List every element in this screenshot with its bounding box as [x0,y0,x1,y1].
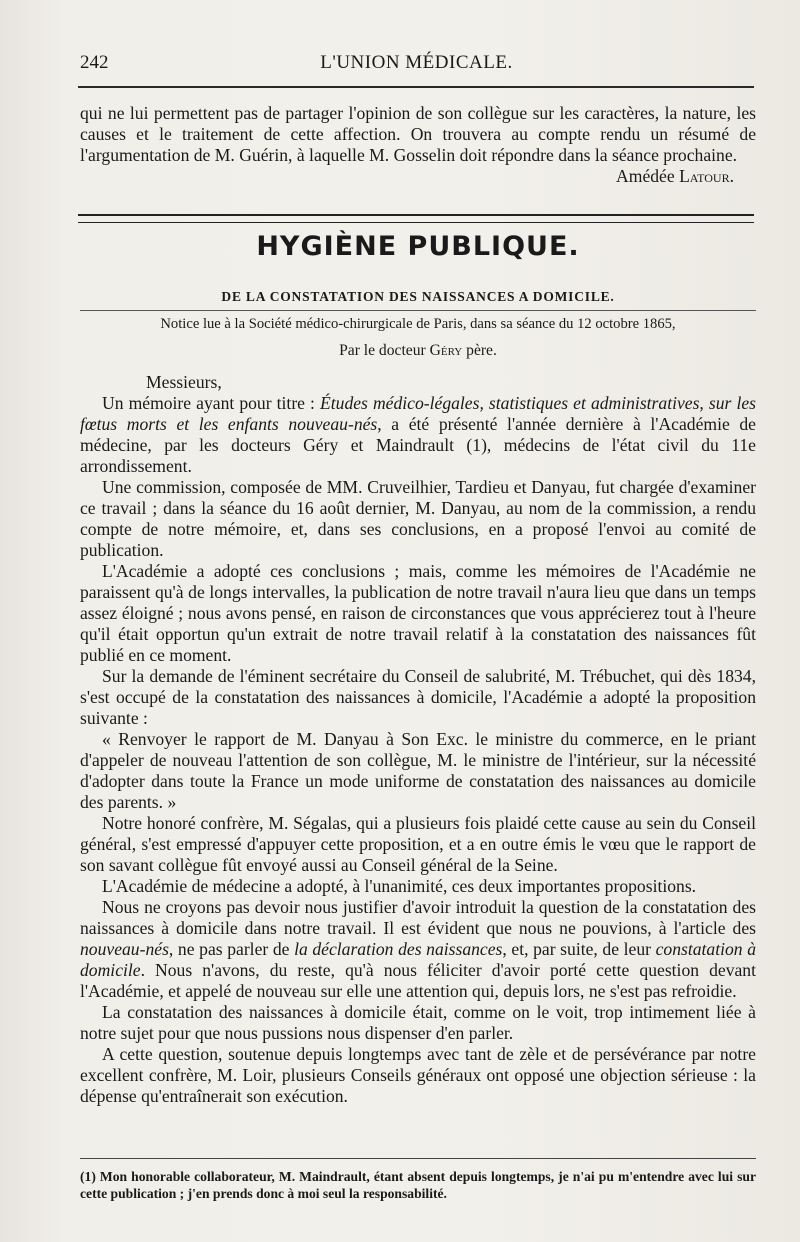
signature: Amédée Latour. [616,166,734,186]
article-author: Par le docteur Géry père. [339,342,497,359]
section-separator [78,214,754,223]
subtitle-rule [80,310,756,311]
page-number: 242 [80,52,109,73]
salutation: Messieurs, [146,372,222,392]
body-paragraph-3: L'Académie a adopté ces conclusions ; mais, comme les mémoires de l'Académie ne paraissent qu'à de longs intervalles, la publication de notre travail n'aura lieu que dans un temps assez éloigné ; nous avons pensé, en raison de circonstances que vous apprécierez tout à l'heure qu'il était opportun qu'un extrait de notre travail relatif à la constatation des naissances fût publié en ce moment. [80,561,756,665]
intro-paragraph-block [80,103,756,187]
footnote-text: (1) Mon honorable collaborateur, M. Maindrault, étant absent depuis longtemps, je n'ai pu m'entendre avec lui sur cette publication ; j'en prends donc à moi seul la responsabilité. [80,1169,756,1201]
article-subtitle: DE LA CONSTATATION DES NAISSANCES A DOMICILE. [221,289,615,304]
article-body [80,393,756,1107]
intro-paragraph: qui ne lui permettent pas de partager l'opinion de son collègue sur les caractères, la nature, les causes et le traitement de cette affection. On trouvera au compte rendu un résumé de l'argumentation de M. Guérin, à laquelle M. Gosselin doit répondre dans la séance prochaine. [80,103,756,165]
section-title: HYGIÈNE PUBLIQUE. [256,231,580,262]
body-paragraph-4: Sur la demande de l'éminent secrétaire du Conseil de salubrité, M. Trébuchet, qui dès 1834, s'est occupé de la constatation des naissances à domicile, l'Académie a adopté la proposition suivante : [80,666,756,728]
body-paragraph-9: La constatation des naissances à domicile était, comme on le voit, trop intimement liée à notre sujet pour que nous pussions nous dispenser d'en parler. [80,1002,756,1043]
body-paragraph-8: Nous ne croyons pas devoir nous justifier d'avoir introduit la question de la constatation des naissances à domicile dans notre travail. Il est évident que nous ne pouvions, à l'article des nouveau-nés, ne pas parler de la déclaration des naissances, et, par suite, de leur constatation à domicile. Nous n'avons, du reste, qu'à nous féliciter d'avoir porté cette question devant l'Académie, et appelé de nouveau sur elle une attention qui, depuis lors, ne s'est pas refroidie. [80,897,757,1001]
body-paragraph-2: Une commission, composée de MM. Cruveilhier, Tardieu et Danyau, fut chargée d'examiner ce travail ; dans la séance du 16 août dernier, M. Danyau, au nom de la commission, a rendu compte de notre mémoire, et, dans ses conclusions, en a proposé l'envoi au comité de publication. [80,477,756,560]
footnote [80,1168,756,1202]
body-paragraph-5: « Renvoyer le rapport de M. Danyau à Son Exc. le ministre du commerce, en le priant d'appeler de nouveau l'attention de son collègue, M. le ministre de l'intérieur, sur la nécessité d'adopter dans toute la France un mode uniforme de constatation des naissances au domicile des parents. » [80,729,756,812]
body-paragraph-6: Notre honoré confrère, M. Ségalas, qui a plusieurs fois plaidé cette cause au sein du Conseil général, s'est empressé d'appuyer cette proposition, et a en outre émis le vœu que le rapport de son savant collègue fût envoyé aussi au Conseil général de la Seine. [80,813,756,875]
journal-title: L'UNION MÉDICALE. [320,52,513,73]
footnote-rule [80,1158,756,1159]
article-notice: Notice lue à la Société médico-chirurgicale de Paris, dans sa séance du 12 octobre 1865, [160,316,676,332]
body-paragraph-10: A cette question, soutenue depuis longtemps avec tant de zèle et de persévérance par notre excellent confrère, M. Loir, plusieurs Conseils généraux ont opposé une objection sérieuse : la dépense qu'entraînerait son exécution. [80,1044,756,1106]
page-header [80,52,753,80]
header-rule [78,86,754,88]
body-paragraph-1: Un mémoire ayant pour titre : Études médico-légales, statistiques et administratives, sur les fœtus morts et les enfants nouveau-nés, a été présenté l'année dernière à l'Académie de médecine, par les docteurs Géry et Maindrault (1), médecins de l'état civil du 11e arrondissement. [80,393,756,476]
body-paragraph-7: L'Académie de médecine a adopté, à l'unanimité, ces deux importantes propositions. [102,876,697,896]
